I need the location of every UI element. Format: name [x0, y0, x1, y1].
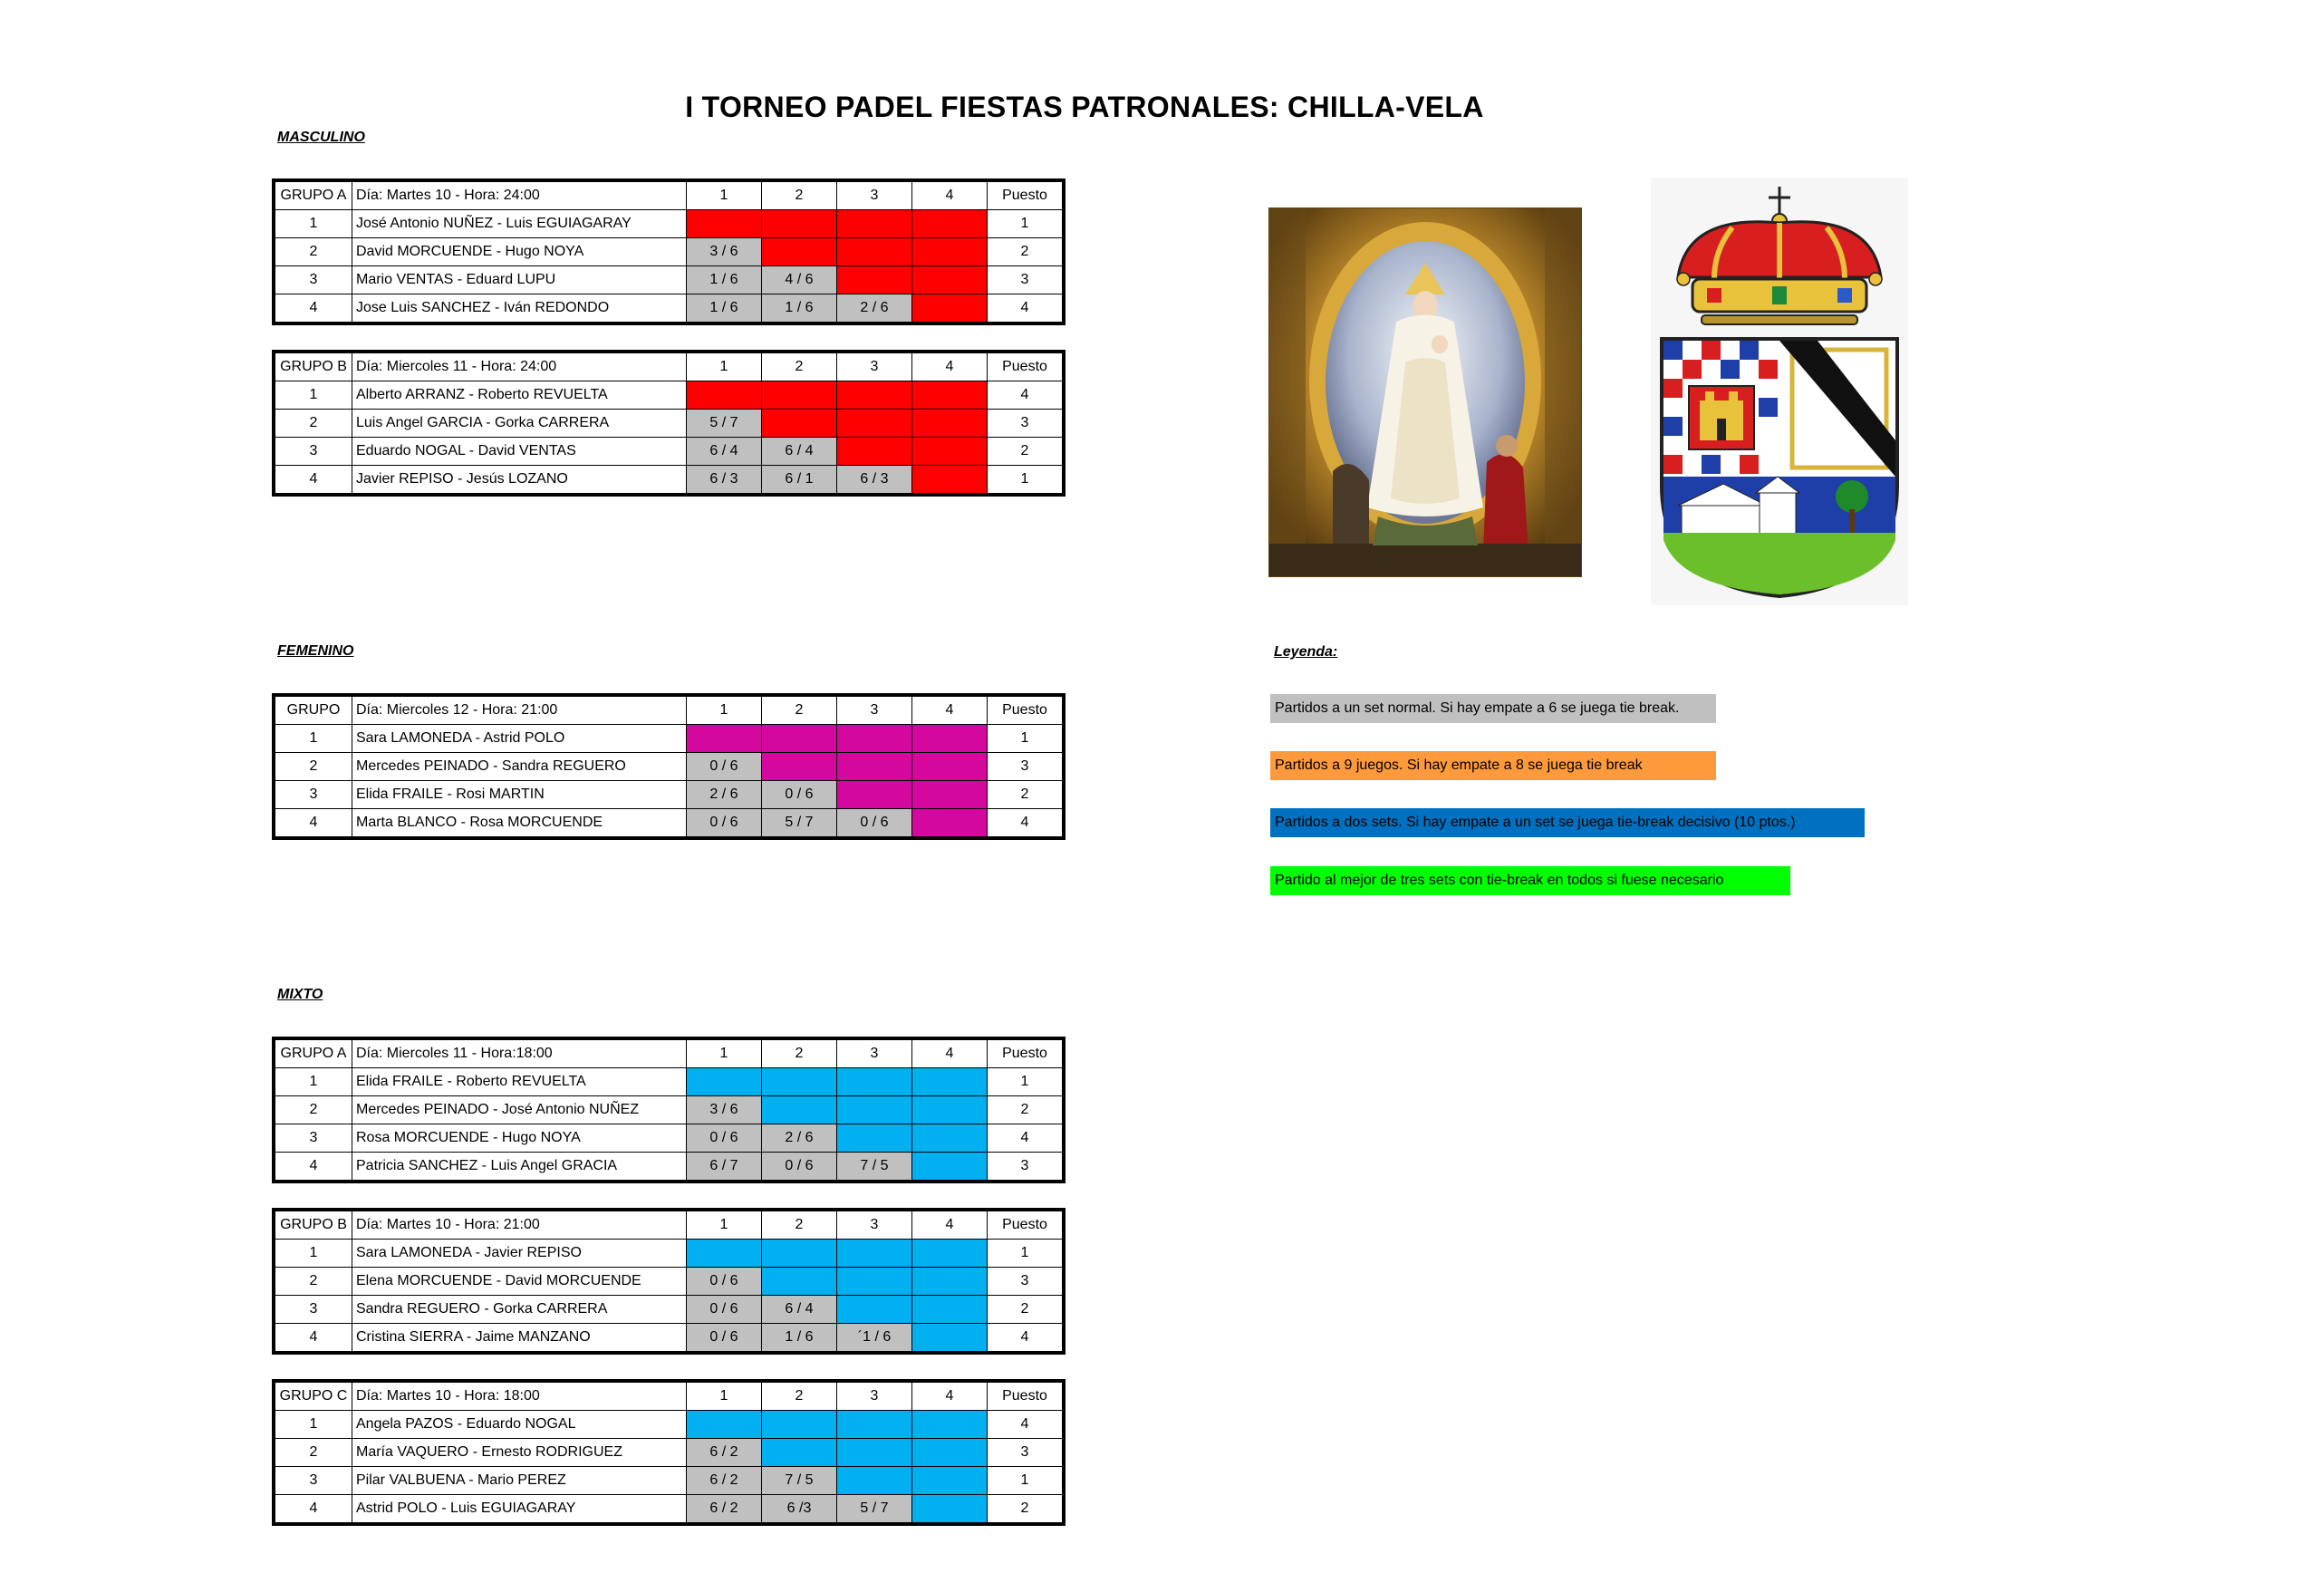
pair-number: 2 [274, 238, 352, 266]
pair-name: Rosa MORCUENDE - Hugo NOYA [352, 1124, 687, 1153]
table-masculino-grupo-b [272, 350, 1066, 497]
table-header-row [274, 1381, 1064, 1411]
col-header-puesto: Puesto [988, 1210, 1065, 1240]
table-header-row [274, 695, 1064, 725]
table-row [274, 1240, 1064, 1268]
table-header-row [274, 352, 1064, 381]
blocked-cell [912, 781, 988, 809]
puesto-value: 2 [988, 1096, 1065, 1124]
section-label-masculino: MASCULINO [277, 130, 365, 145]
table-header-row [274, 1210, 1064, 1240]
legend-item-nine-games [1270, 751, 1716, 780]
blocked-cell [762, 1240, 837, 1268]
table-header-row [274, 180, 1064, 210]
blocked-cell [762, 725, 837, 753]
col-header-puesto: Puesto [988, 1038, 1065, 1068]
pair-number: 3 [274, 781, 352, 809]
table-row [274, 410, 1064, 438]
pair-number: 2 [274, 1096, 352, 1124]
blocked-cell [762, 753, 837, 781]
pair-number: 2 [274, 410, 352, 438]
blocked-cell [762, 381, 837, 410]
col-header-1: 1 [687, 695, 762, 725]
blocked-cell [687, 1240, 762, 1268]
puesto-value: 4 [988, 381, 1065, 410]
puesto-value: 4 [988, 294, 1065, 324]
table-mixto-grupo-c [272, 1379, 1066, 1526]
blocked-cell [912, 438, 988, 466]
legend-text: Partido al mejor de tres sets con tie-break en todos si fuese necesario [1275, 873, 1724, 888]
legend-item-one-set [1270, 694, 1716, 723]
blocked-cell [837, 1068, 912, 1096]
puesto-value: 3 [988, 410, 1065, 438]
col-header-4: 4 [912, 1210, 988, 1240]
score-cell: 0 / 6 [687, 1124, 762, 1153]
score-cell: 6 / 3 [687, 466, 762, 496]
score-cell: 0 / 6 [762, 1153, 837, 1182]
pair-number: 1 [274, 1240, 352, 1268]
pair-name: María VAQUERO - Ernesto RODRIGUEZ [352, 1439, 687, 1467]
section-label-femenino: FEMENINO [277, 643, 354, 659]
pair-number: 2 [274, 1268, 352, 1296]
pair-name: Elida FRAILE - Rosi MARTIN [352, 781, 687, 809]
blocked-cell [912, 1296, 988, 1324]
blocked-cell [912, 753, 988, 781]
col-header-puesto: Puesto [988, 180, 1065, 210]
puesto-value: 3 [988, 1439, 1065, 1467]
blocked-cell [837, 381, 912, 410]
col-header-3: 3 [837, 1381, 912, 1411]
table-row [274, 809, 1064, 839]
blocked-cell [837, 1124, 912, 1153]
group-label: GRUPO [274, 695, 352, 725]
blocked-cell [837, 238, 912, 266]
pair-name: Mercedes PEINADO - José Antonio NUÑEZ [352, 1096, 687, 1124]
puesto-value: 2 [988, 238, 1065, 266]
pair-name: Eduardo NOGAL - David VENTAS [352, 438, 687, 466]
score-cell: 7 / 5 [837, 1153, 912, 1182]
table-row [274, 1439, 1064, 1467]
pair-number: 4 [274, 294, 352, 324]
col-header-4: 4 [912, 1381, 988, 1411]
blocked-cell [912, 1439, 988, 1467]
pair-number: 2 [274, 753, 352, 781]
blocked-cell [687, 1068, 762, 1096]
blocked-cell [687, 725, 762, 753]
table-row [274, 1495, 1064, 1525]
table-row [274, 238, 1064, 266]
table-row [274, 1268, 1064, 1296]
pair-name: Marta BLANCO - Rosa MORCUENDE [352, 809, 687, 839]
schedule-info: Día: Martes 10 - Hora: 24:00 [352, 180, 687, 210]
legend-item-two-sets [1270, 808, 1865, 837]
score-cell: 6 /3 [762, 1495, 837, 1525]
puesto-value: 1 [988, 725, 1065, 753]
score-cell: 7 / 5 [762, 1467, 837, 1495]
score-cell: 0 / 6 [687, 1296, 762, 1324]
col-header-4: 4 [912, 695, 988, 725]
table-row [274, 381, 1064, 410]
score-cell: 0 / 6 [762, 781, 837, 809]
pair-number: 3 [274, 1124, 352, 1153]
schedule-info: Día: Miercoles 11 - Hora:18:00 [352, 1038, 687, 1068]
blocked-cell [762, 1411, 837, 1439]
group-label: GRUPO B [274, 1210, 352, 1240]
group-label: GRUPO B [274, 352, 352, 381]
score-cell: 5 / 7 [837, 1495, 912, 1525]
legend-text: Partidos a dos sets. Si hay empate a un set se juega tie-break decisivo (10 ptos.) [1275, 815, 1796, 830]
score-cell: 0 / 6 [687, 753, 762, 781]
group-label: GRUPO C [274, 1381, 352, 1411]
puesto-value: 3 [988, 753, 1065, 781]
table-row [274, 781, 1064, 809]
pair-name: Luis Angel GARCIA - Gorka CARRERA [352, 410, 687, 438]
score-cell: 0 / 6 [687, 809, 762, 839]
table-mixto-grupo-b [272, 1208, 1066, 1355]
table-row [274, 1068, 1064, 1096]
pair-name: Elida FRAILE - Roberto REVUELTA [352, 1068, 687, 1096]
blocked-cell [837, 725, 912, 753]
pair-name: Mario VENTAS - Eduard LUPU [352, 266, 687, 294]
puesto-value: 4 [988, 1411, 1065, 1439]
blocked-cell [912, 294, 988, 324]
col-header-2: 2 [762, 1210, 837, 1240]
schedule-info: Día: Martes 10 - Hora: 21:00 [352, 1210, 687, 1240]
score-cell: 2 / 6 [837, 294, 912, 324]
score-cell: ´1 / 6 [837, 1324, 912, 1354]
blocked-cell [762, 1268, 837, 1296]
col-header-3: 3 [837, 180, 912, 210]
pair-name: Mercedes PEINADO - Sandra REGUERO [352, 753, 687, 781]
blocked-cell [837, 781, 912, 809]
col-header-1: 1 [687, 1038, 762, 1068]
col-header-1: 1 [687, 1381, 762, 1411]
blocked-cell [912, 410, 988, 438]
pair-number: 1 [274, 1068, 352, 1096]
pair-name: José Antonio NUÑEZ - Luis EGUIAGARAY [352, 210, 687, 238]
puesto-value: 3 [988, 1153, 1065, 1182]
col-header-puesto: Puesto [988, 695, 1065, 725]
blocked-cell [912, 1068, 988, 1096]
pair-number: 1 [274, 725, 352, 753]
blocked-cell [912, 1096, 988, 1124]
blocked-cell [912, 1495, 988, 1525]
col-header-3: 3 [837, 695, 912, 725]
score-cell: 0 / 6 [837, 809, 912, 839]
pair-number: 1 [274, 1411, 352, 1439]
blocked-cell [762, 1096, 837, 1124]
puesto-value: 4 [988, 1324, 1065, 1354]
score-cell: 2 / 6 [762, 1124, 837, 1153]
pair-number: 4 [274, 809, 352, 839]
score-cell: 3 / 6 [687, 1096, 762, 1124]
table-row [274, 1324, 1064, 1354]
pair-number: 4 [274, 1153, 352, 1182]
score-cell: 1 / 6 [687, 266, 762, 294]
table-row [274, 466, 1064, 496]
blocked-cell [837, 1296, 912, 1324]
score-cell: 6 / 4 [762, 438, 837, 466]
col-header-1: 1 [687, 352, 762, 381]
pair-name: David MORCUENDE - Hugo NOYA [352, 238, 687, 266]
pair-name: Patricia SANCHEZ - Luis Angel GRACIA [352, 1153, 687, 1182]
score-cell: 6 / 7 [687, 1153, 762, 1182]
blocked-cell [762, 238, 837, 266]
puesto-value: 1 [988, 210, 1065, 238]
table-row [274, 1096, 1064, 1124]
blocked-cell [912, 1467, 988, 1495]
score-cell: 6 / 1 [762, 466, 837, 496]
pair-number: 3 [274, 1296, 352, 1324]
col-header-4: 4 [912, 352, 988, 381]
pair-name: Elena MORCUENDE - David MORCUENDE [352, 1268, 687, 1296]
score-cell: 6 / 3 [837, 466, 912, 496]
pair-number: 3 [274, 266, 352, 294]
score-cell: 1 / 6 [762, 294, 837, 324]
blocked-cell [687, 381, 762, 410]
blocked-cell [837, 438, 912, 466]
table-row [274, 1124, 1064, 1153]
blocked-cell [912, 809, 988, 839]
score-cell: 6 / 2 [687, 1495, 762, 1525]
col-header-puesto: Puesto [988, 352, 1065, 381]
legend-text: Partidos a 9 juegos. Si hay empate a 8 se juega tie break [1275, 757, 1643, 773]
blocked-cell [912, 1240, 988, 1268]
puesto-value: 2 [988, 1495, 1065, 1525]
puesto-value: 3 [988, 1268, 1065, 1296]
group-label: GRUPO A [274, 1038, 352, 1068]
col-header-4: 4 [912, 1038, 988, 1068]
pair-number: 2 [274, 1439, 352, 1467]
col-header-2: 2 [762, 1381, 837, 1411]
puesto-value: 3 [988, 266, 1065, 294]
blocked-cell [912, 1153, 988, 1182]
pair-name: Sara LAMONEDA - Javier REPISO [352, 1240, 687, 1268]
puesto-value: 1 [988, 466, 1065, 496]
blocked-cell [912, 238, 988, 266]
blocked-cell [837, 1096, 912, 1124]
blocked-cell [837, 1411, 912, 1439]
pair-number: 4 [274, 1495, 352, 1525]
col-header-3: 3 [837, 1210, 912, 1240]
pair-name: Jose Luis SANCHEZ - Iván REDONDO [352, 294, 687, 324]
legend-item-three-sets [1270, 866, 1790, 895]
score-cell: 6 / 2 [687, 1467, 762, 1495]
table-femenino-grupo [272, 693, 1066, 840]
col-header-4: 4 [912, 180, 988, 210]
col-header-puesto: Puesto [988, 1381, 1065, 1411]
blocked-cell [837, 1240, 912, 1268]
score-cell: 1 / 6 [762, 1324, 837, 1354]
score-cell: 0 / 6 [687, 1268, 762, 1296]
blocked-cell [912, 266, 988, 294]
pair-number: 4 [274, 466, 352, 496]
blocked-cell [912, 1124, 988, 1153]
blocked-cell [762, 1439, 837, 1467]
table-row [274, 725, 1064, 753]
blocked-cell [912, 466, 988, 496]
table-row [274, 210, 1064, 238]
score-cell: 4 / 6 [762, 266, 837, 294]
table-row [274, 753, 1064, 781]
table-row [274, 1467, 1064, 1495]
pair-number: 3 [274, 1467, 352, 1495]
blocked-cell [837, 410, 912, 438]
score-cell: 5 / 7 [762, 809, 837, 839]
blocked-cell [837, 266, 912, 294]
pair-number: 1 [274, 210, 352, 238]
table-masculino-grupo-a [272, 178, 1066, 325]
puesto-value: 2 [988, 438, 1065, 466]
legend-text: Partidos a un set normal. Si hay empate a 6 se juega tie break. [1275, 700, 1680, 716]
blocked-cell [837, 1268, 912, 1296]
col-header-1: 1 [687, 180, 762, 210]
score-cell: 3 / 6 [687, 238, 762, 266]
blocked-cell [912, 381, 988, 410]
blocked-cell [762, 1068, 837, 1096]
blocked-cell [762, 410, 837, 438]
col-header-3: 3 [837, 1038, 912, 1068]
pair-name: Astrid POLO - Luis EGUIAGARAY [352, 1495, 687, 1525]
score-cell: 1 / 6 [687, 294, 762, 324]
score-cell: 5 / 7 [687, 410, 762, 438]
table-row [274, 1296, 1064, 1324]
pair-number: 1 [274, 381, 352, 410]
blocked-cell [912, 1411, 988, 1439]
col-header-2: 2 [762, 352, 837, 381]
table-mixto-grupo-a [272, 1037, 1066, 1183]
puesto-value: 4 [988, 1124, 1065, 1153]
blocked-cell [912, 1324, 988, 1354]
puesto-value: 2 [988, 1296, 1065, 1324]
score-cell: 6 / 2 [687, 1439, 762, 1467]
puesto-value: 1 [988, 1467, 1065, 1495]
pair-name: Javier REPISO - Jesús LOZANO [352, 466, 687, 496]
score-cell: 0 / 6 [687, 1324, 762, 1354]
col-header-1: 1 [687, 1210, 762, 1240]
blocked-cell [912, 725, 988, 753]
table-header-row [274, 1038, 1064, 1068]
table-row [274, 1153, 1064, 1182]
pair-number: 4 [274, 1324, 352, 1354]
table-row [274, 294, 1064, 324]
table-row [274, 266, 1064, 294]
blocked-cell [687, 1411, 762, 1439]
puesto-value: 4 [988, 809, 1065, 839]
pair-name: Angela PAZOS - Eduardo NOGAL [352, 1411, 687, 1439]
col-header-2: 2 [762, 695, 837, 725]
pair-name: Sandra REGUERO - Gorka CARRERA [352, 1296, 687, 1324]
schedule-info: Día: Martes 10 - Hora: 18:00 [352, 1381, 687, 1411]
blocked-cell [912, 210, 988, 238]
coat-of-arms-image [1651, 178, 1908, 605]
pair-name: Alberto ARRANZ - Roberto REVUELTA [352, 381, 687, 410]
page-title: I TORNEO PADEL FIESTAS PATRONALES: CHILLA-VELA [685, 91, 1484, 123]
legend-title: Leyenda: [1274, 644, 1338, 660]
blocked-cell [912, 1268, 988, 1296]
section-label-mixto: MIXTO [277, 987, 323, 1002]
pair-name: Pilar VALBUENA - Mario PEREZ [352, 1467, 687, 1495]
virgin-image [1268, 207, 1582, 577]
schedule-info: Día: Miercoles 11 - Hora: 24:00 [352, 352, 687, 381]
score-cell: 6 / 4 [687, 438, 762, 466]
table-row [274, 1411, 1064, 1439]
blocked-cell [762, 210, 837, 238]
pair-name: Cristina SIERRA - Jaime MANZANO [352, 1324, 687, 1354]
blocked-cell [837, 753, 912, 781]
pair-name: Sara LAMONEDA - Astrid POLO [352, 725, 687, 753]
table-row [274, 438, 1064, 466]
puesto-value: 1 [988, 1240, 1065, 1268]
blocked-cell [837, 1439, 912, 1467]
col-header-3: 3 [837, 352, 912, 381]
blocked-cell [837, 210, 912, 238]
puesto-value: 1 [988, 1068, 1065, 1096]
puesto-value: 2 [988, 781, 1065, 809]
group-label: GRUPO A [274, 180, 352, 210]
blocked-cell [687, 210, 762, 238]
score-cell: 6 / 4 [762, 1296, 837, 1324]
score-cell: 2 / 6 [687, 781, 762, 809]
pair-number: 3 [274, 438, 352, 466]
blocked-cell [837, 1467, 912, 1495]
col-header-2: 2 [762, 1038, 837, 1068]
schedule-info: Día: Miercoles 12 - Hora: 21:00 [352, 695, 687, 725]
col-header-2: 2 [762, 180, 837, 210]
